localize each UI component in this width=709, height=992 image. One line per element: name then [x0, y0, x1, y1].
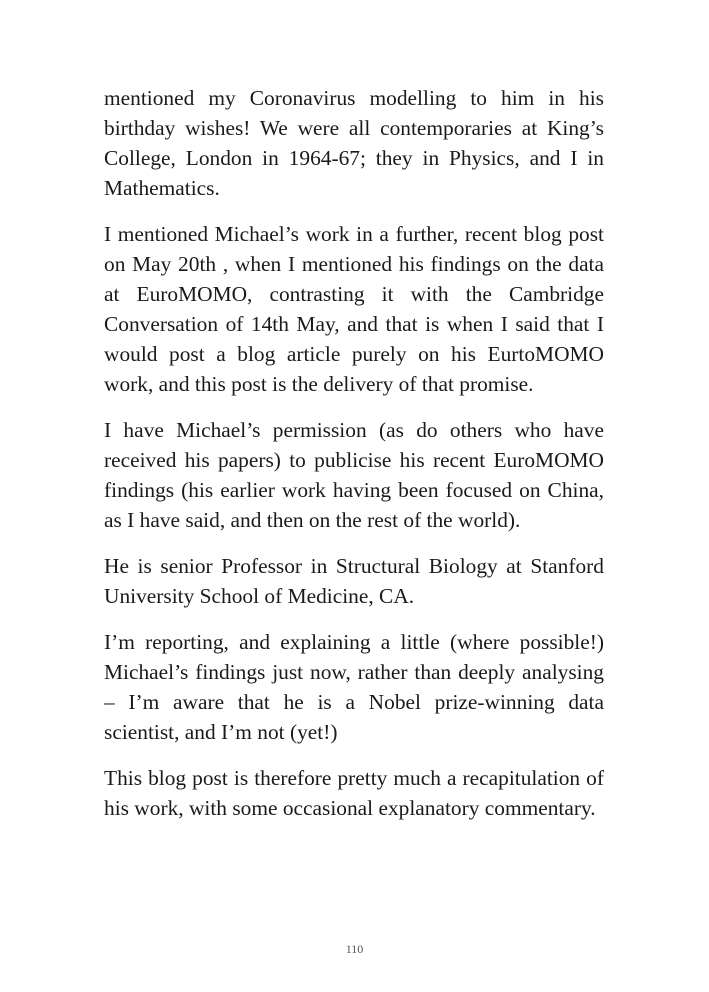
paragraph-2: I mentioned Michael’s work in a further, recent blog post on May 20th , when I mentioned his findings on the data at EuroMOMO, contrasting it with the Cambridge Conversation of 14th May, and that is when I said that I would post a blog article purely on his EurtoMOMO work, and this post is the delivery of that promise. [104, 222, 604, 396]
page-number: 110 [345, 942, 364, 956]
paragraph-3: I have Michael’s permission (as do others who have received his papers) to publicise his recent EuroMOMO findings (his earlier work having been focused on China, as I have said, and then on the rest of the world). [104, 418, 604, 532]
paragraph-6: This blog post is therefore pretty much a recapitulation of his work, with some occasional explanatory commentary. [104, 766, 604, 820]
body-text [104, 83, 604, 839]
paragraph-5: I’m reporting, and explaining a little (where possible!) Michael’s findings just now, rather than deeply analysing – I’m aware that he is a Nobel prize-winning data scientist, and I’m not (yet!) [104, 630, 604, 744]
paragraph-1: mentioned my Coronavirus modelling to him in his birthday wishes! We were all contemporaries at King’s College, London in 1964-67; they in Physics, and I in Mathematics. [104, 86, 604, 200]
paragraph-4: He is senior Professor in Structural Biology at Stanford University School of Medicine, CA. [104, 554, 604, 608]
